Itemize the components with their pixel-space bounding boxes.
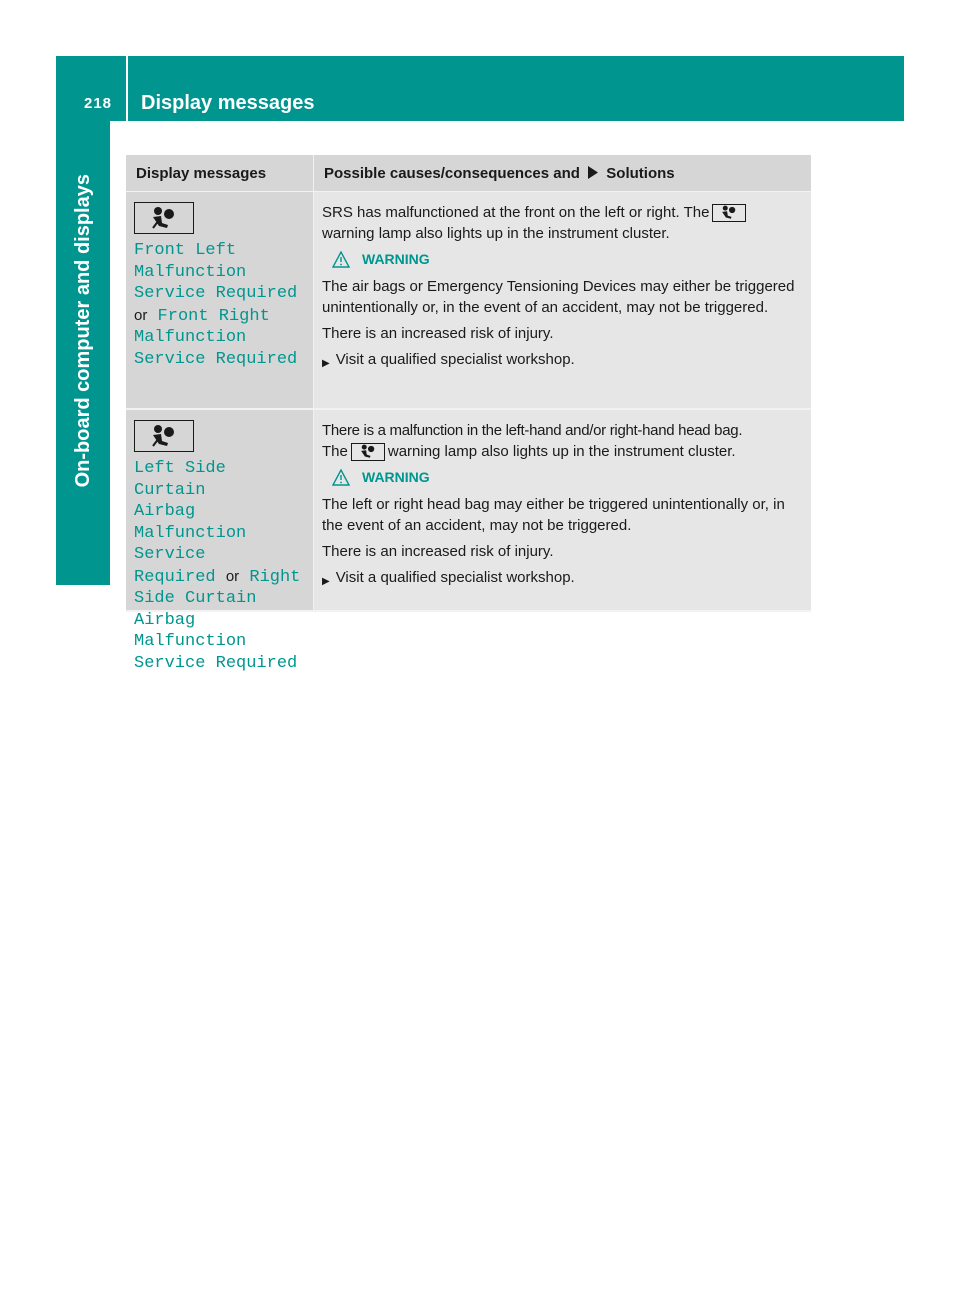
display-line-part: Right: [249, 567, 301, 587]
display-message-cell: [126, 192, 314, 408]
or-word: or: [225, 567, 240, 585]
display-line: Left Side Curtain: [134, 459, 226, 500]
column-header-causes: [314, 155, 811, 191]
or-word: or: [134, 306, 148, 324]
display-message-text: [134, 458, 305, 674]
display-line: Service Required: [134, 349, 298, 369]
warning-triangle-icon: [332, 469, 350, 486]
display-line-part: Front Right: [157, 306, 270, 326]
cause-text: The: [322, 443, 348, 460]
display-line: [134, 566, 305, 589]
column-header-solutions-text: Solutions: [606, 165, 675, 182]
airbag-warning-icon: [134, 420, 194, 452]
display-message-text: [134, 240, 305, 370]
display-line: Service: [134, 545, 206, 564]
step-text: Visit a qualified specialist workshop.: [335, 351, 575, 368]
display-line: [134, 610, 305, 653]
cause-text: There is a malfunction in the left-hand and/or right-hand head bag.: [322, 422, 743, 439]
section-label-wrapper: [56, 121, 110, 541]
display-line-part: Airbag: [134, 610, 196, 630]
display-line: [134, 305, 305, 328]
display-line: Front Left: [134, 241, 237, 260]
warning-text: The air bags or Emergency Tensioning Devices may either be triggered unintentionally or, in the event of an accident, may not be triggered.: [322, 278, 795, 316]
airbag-warning-icon: [351, 443, 385, 461]
display-line: Malfunction: [134, 262, 247, 282]
table-row: [126, 410, 811, 673]
section-label: On-board computer and displays: [71, 174, 94, 488]
page-number: 218: [84, 95, 113, 112]
airbag-warning-icon: [134, 202, 194, 234]
risk-text: There is an increased risk of injury.: [322, 325, 554, 342]
step-text: Visit a qualified specialist workshop.: [335, 569, 575, 586]
solution-step: [322, 349, 803, 374]
display-line: [134, 501, 305, 544]
column-header-causes-text: Possible causes/consequences and: [324, 165, 580, 182]
risk-text: There is an increased risk of injury.: [322, 543, 554, 560]
airbag-warning-icon: [712, 204, 746, 222]
table-row: [126, 192, 811, 410]
table-header: [126, 155, 811, 192]
display-line-part: Malfunction: [134, 632, 247, 651]
display-line-part: Malfunction: [134, 523, 247, 543]
causes-solutions-cell: [314, 192, 811, 408]
step-arrow-icon: ▶: [322, 576, 330, 587]
warning-triangle-icon: [332, 251, 350, 268]
step-arrow-icon: ▶: [322, 358, 330, 369]
solution-step: [322, 567, 803, 592]
cause-paragraph: [322, 202, 803, 244]
warning-heading: [332, 467, 803, 488]
cause-paragraph: [322, 441, 803, 462]
display-line: Service Required: [134, 284, 298, 303]
causes-solutions-cell: [314, 410, 811, 610]
header-divider: [126, 56, 128, 121]
page-title: Display messages: [141, 92, 315, 114]
warning-heading: [332, 249, 803, 270]
column-header-display-messages: Display messages: [126, 155, 314, 191]
cause-text: warning lamp also lights up in the instrument cluster.: [387, 443, 736, 460]
display-message-cell: [126, 410, 314, 673]
cause-text: SRS has malfunctioned at the front on the left or right. The: [322, 204, 710, 221]
warning-text: The left or right head bag may either be triggered unintentionally or, in the event of an accident, may not be triggered.: [322, 496, 785, 534]
solution-arrow-icon: [587, 166, 599, 179]
cause-text: warning lamp also lights up in the instrument cluster.: [322, 225, 670, 242]
display-line-part: Required: [134, 567, 216, 587]
warning-label: WARNING: [362, 251, 430, 267]
warning-label: WARNING: [362, 469, 430, 485]
display-line: Service Required: [134, 653, 298, 673]
display-messages-table: [126, 155, 811, 673]
display-line-part: Airbag: [134, 502, 196, 521]
display-line: Malfunction: [134, 328, 247, 347]
display-line: Side Curtain: [134, 589, 257, 608]
